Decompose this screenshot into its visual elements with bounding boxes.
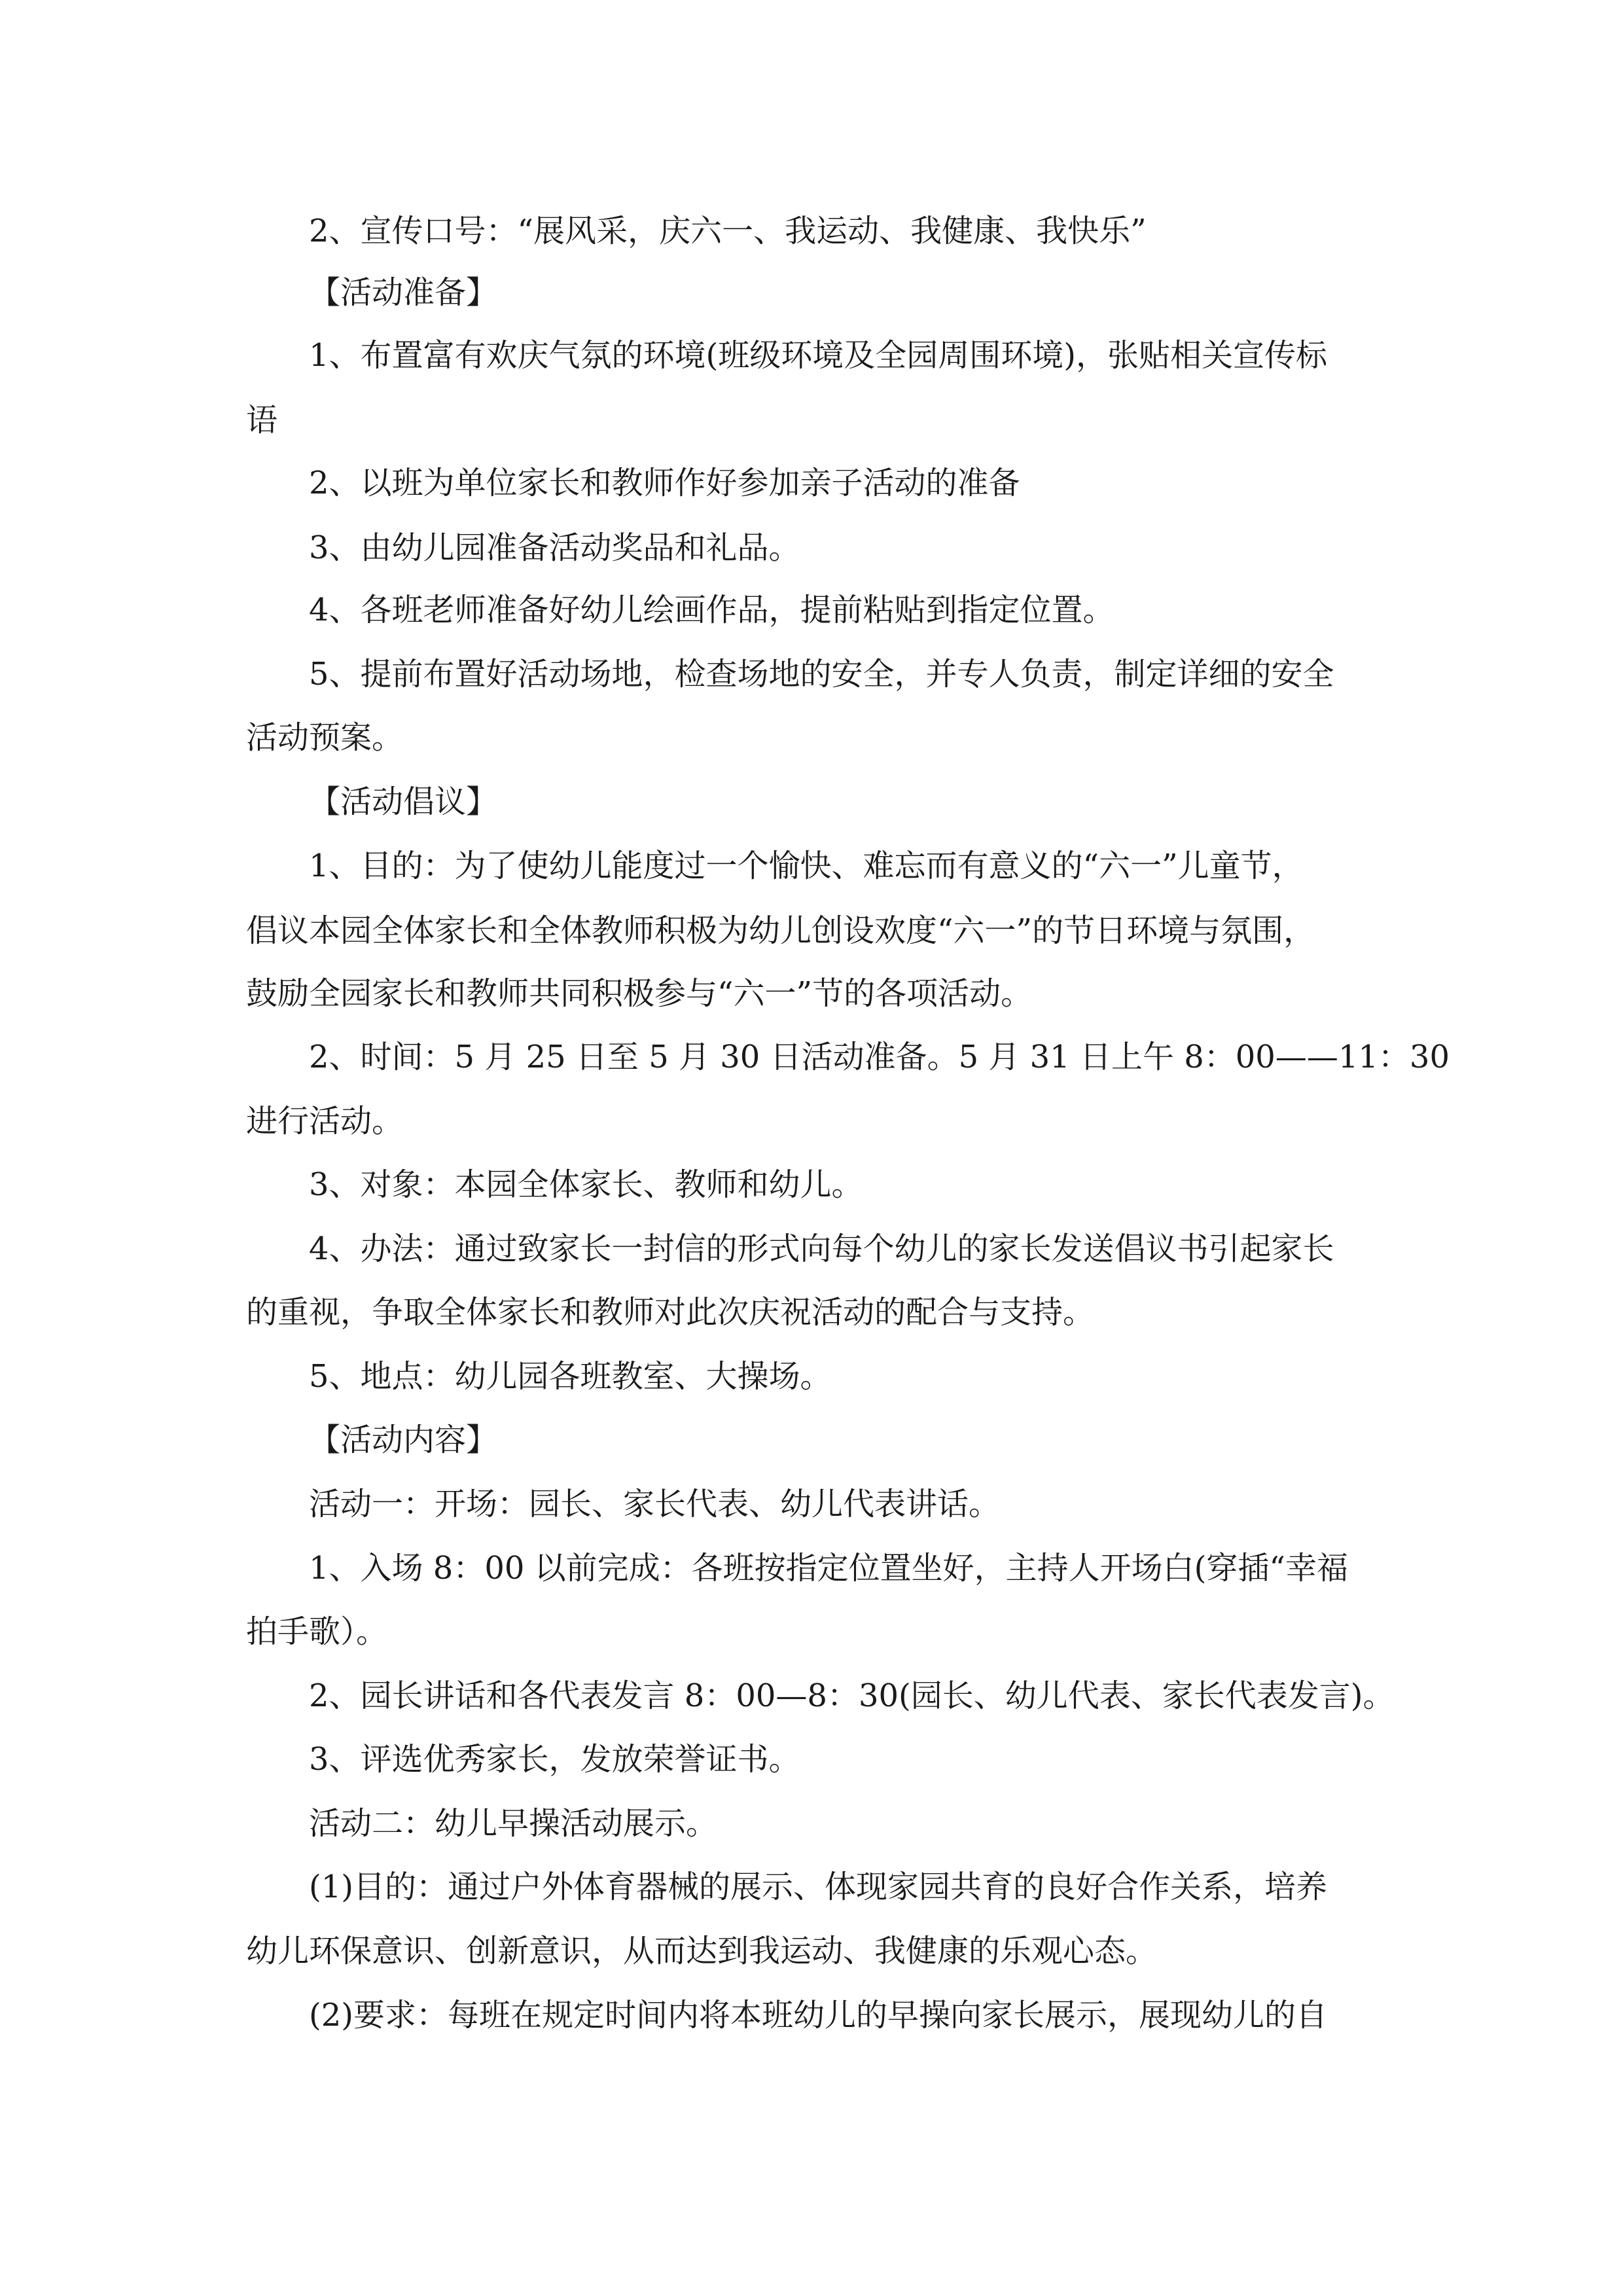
paragraph-line: 5、地点：幼儿园各班教室、大操场。	[309, 1358, 832, 1395]
paragraph-line: 语	[246, 402, 278, 439]
paragraph-line: 4、办法：通过致家长一封信的形式向每个幼儿的家长发送倡议书引起家长	[309, 1230, 1334, 1267]
section-heading-initiative: 【活动倡议】	[309, 783, 498, 820]
paragraph-line: 活动一：开场：园长、家长代表、幼儿代表讲话。	[309, 1486, 1001, 1522]
paragraph-line: 活动二：幼儿早操活动展示。	[309, 1805, 718, 1842]
section-heading-content: 【活动内容】	[309, 1422, 498, 1458]
paragraph-line: 2、园长讲话和各代表发言 8：00—8：30(园长、幼儿代表、家长代表发言)。	[309, 1677, 1395, 1714]
paragraph-line: 2、时间：5 月 25 日至 5 月 30 日活动准备。5 月 31 日上午 8：00——11：30	[309, 1039, 1450, 1075]
section-heading-preparation: 【活动准备】	[309, 274, 498, 311]
paragraph-line: 拍手歌）。	[246, 1613, 388, 1650]
paragraph-line: 1、布置富有欢庆气氛的环境(班级环境及全园周围环境)，张贴相关宣传标	[309, 337, 1327, 374]
paragraph-line: 活动预案。	[246, 719, 404, 756]
paragraph-line: 2、以班为单位家长和教师作好参加亲子活动的准备	[309, 465, 1020, 501]
paragraph-line: (1)目的：通过户外体育器械的展示、体现家园共育的良好合作关系，培养	[309, 1869, 1327, 1905]
paragraph-line: 鼓励全园家长和教师共同积极参与“六一”节的各项活动。	[246, 975, 1033, 1012]
paragraph-line: 倡议本园全体家长和全体教师积极为幼儿创设欢度“六一”的节日环境与氛围，	[246, 912, 1315, 949]
paragraph-line: 4、各班老师准备好幼儿绘画作品，提前粘贴到指定位置。	[309, 592, 1115, 628]
paragraph-line: 幼儿环保意识、创新意识，从而达到我运动、我健康的乐观心态。	[246, 1933, 1158, 1969]
slogan-line: 2、宣传口号：“展风采，庆六一、我运动、我健康、我快乐”	[309, 213, 1147, 249]
paragraph-line: 3、评选优秀家长，发放荣誉证书。	[309, 1741, 800, 1778]
paragraph-line: (2)要求：每班在规定时间内将本班幼儿的早操向家长展示，展现幼儿的自	[309, 1997, 1327, 2034]
paragraph-line: 1、入场 8：00 以前完成：各班按指定位置坐好，主持人开场白(穿插“幸福	[309, 1550, 1348, 1587]
paragraph-line: 进行活动。	[246, 1103, 404, 1139]
paragraph-line: 1、目的：为了使幼儿能度过一个愉快、难忘而有意义的“六一”儿童节，	[309, 848, 1304, 884]
paragraph-line: 的重视，争取全体家长和教师对此次庆祝活动的配合与支持。	[246, 1294, 1095, 1331]
paragraph-line: 3、对象：本园全体家长、教师和幼儿。	[309, 1166, 863, 1203]
paragraph-line: 5、提前布置好活动场地，检查场地的安全，并专人负责，制定详细的安全	[309, 656, 1334, 692]
paragraph-line: 3、由幼儿园准备活动奖品和礼品。	[309, 529, 800, 566]
